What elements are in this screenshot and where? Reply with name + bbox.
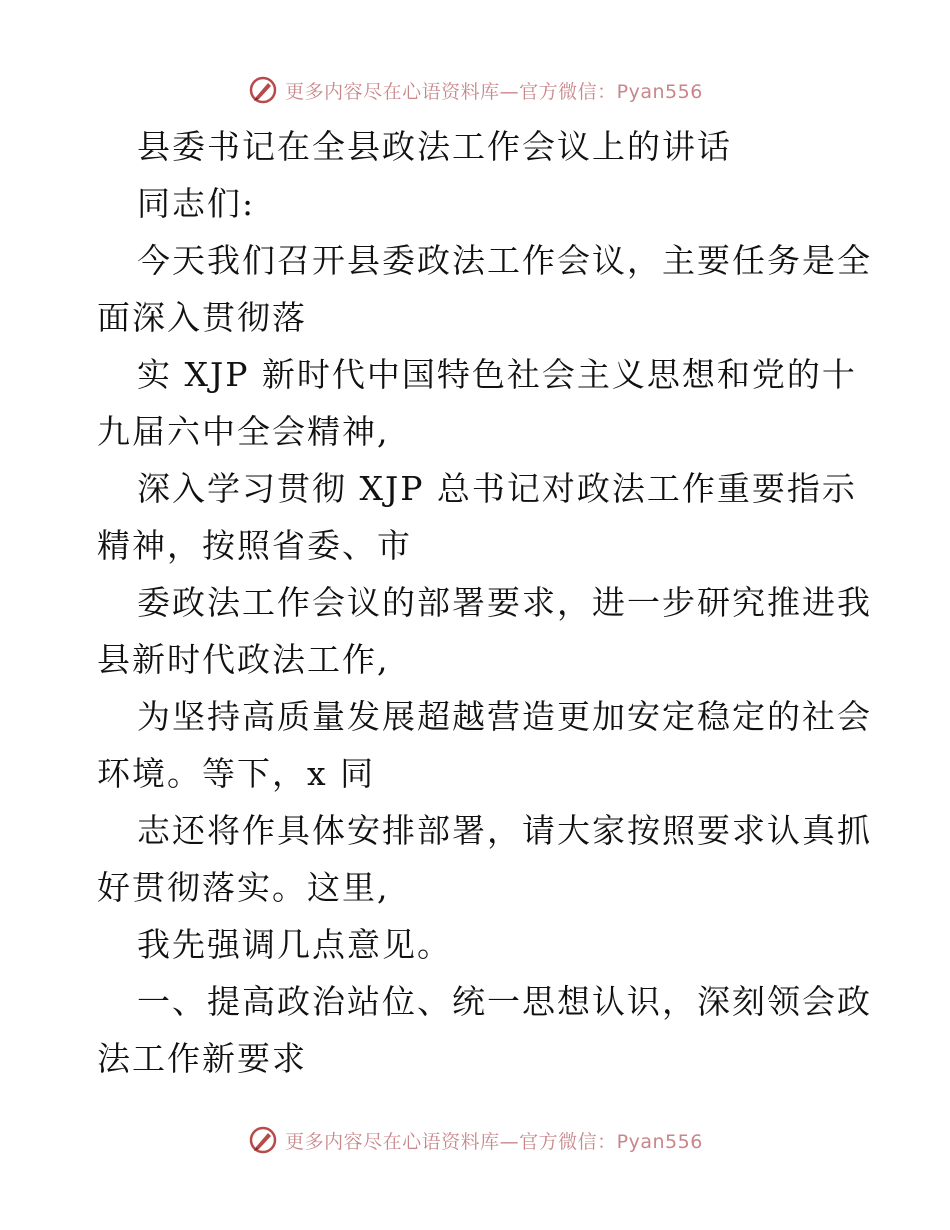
section-heading: 一、提高政治站位、统一思想认识，深刻领会政 <box>137 982 872 1021</box>
paragraph-line: 深入学习贯彻 XJP 总书记对政法工作重要指示 <box>137 469 857 508</box>
header-banner <box>0 70 950 110</box>
paragraph-line: 环境。等下，x 同 <box>97 754 376 793</box>
paragraph-line: 实 XJP 新时代中国特色社会主义思想和党的十 <box>137 355 857 394</box>
pen-logo-icon <box>247 1124 279 1156</box>
header-banner-text: 更多内容尽在心语资料库—官方微信：Pyan556 <box>285 80 703 103</box>
document-body <box>97 118 872 1087</box>
paragraph-line: 委政法工作会议的部署要求，进一步研究推进我 <box>137 583 872 622</box>
paragraph-line: 面深入贯彻落 <box>97 298 307 337</box>
paragraph-line: 好贯彻落实。这里, <box>97 868 390 907</box>
section-heading-continued: 法工作新要求 <box>97 1039 307 1078</box>
paragraph-line: 县新时代政法工作, <box>97 640 390 679</box>
footer-banner-text: 更多内容尽在心语资料库—官方微信：Pyan556 <box>285 1130 703 1153</box>
salutation: 同志们: <box>137 184 256 223</box>
paragraph-line: 精神，按照省委、市 <box>97 526 412 565</box>
document-title: 县委书记在全县政法工作会议上的讲话 <box>137 127 732 166</box>
footer-banner <box>0 1120 950 1160</box>
paragraph-line: 志还将作具体安排部署，请大家按照要求认真抓 <box>137 811 872 850</box>
paragraph-line: 为坚持高质量发展超越营造更加安定稳定的社会 <box>137 697 872 736</box>
paragraph-line: 今天我们召开县委政法工作会议，主要任务是全 <box>137 241 872 280</box>
paragraph-line: 我先强调几点意见。 <box>137 925 452 964</box>
paragraph-line: 九届六中全会精神, <box>97 412 390 451</box>
pen-logo-icon <box>247 74 279 106</box>
